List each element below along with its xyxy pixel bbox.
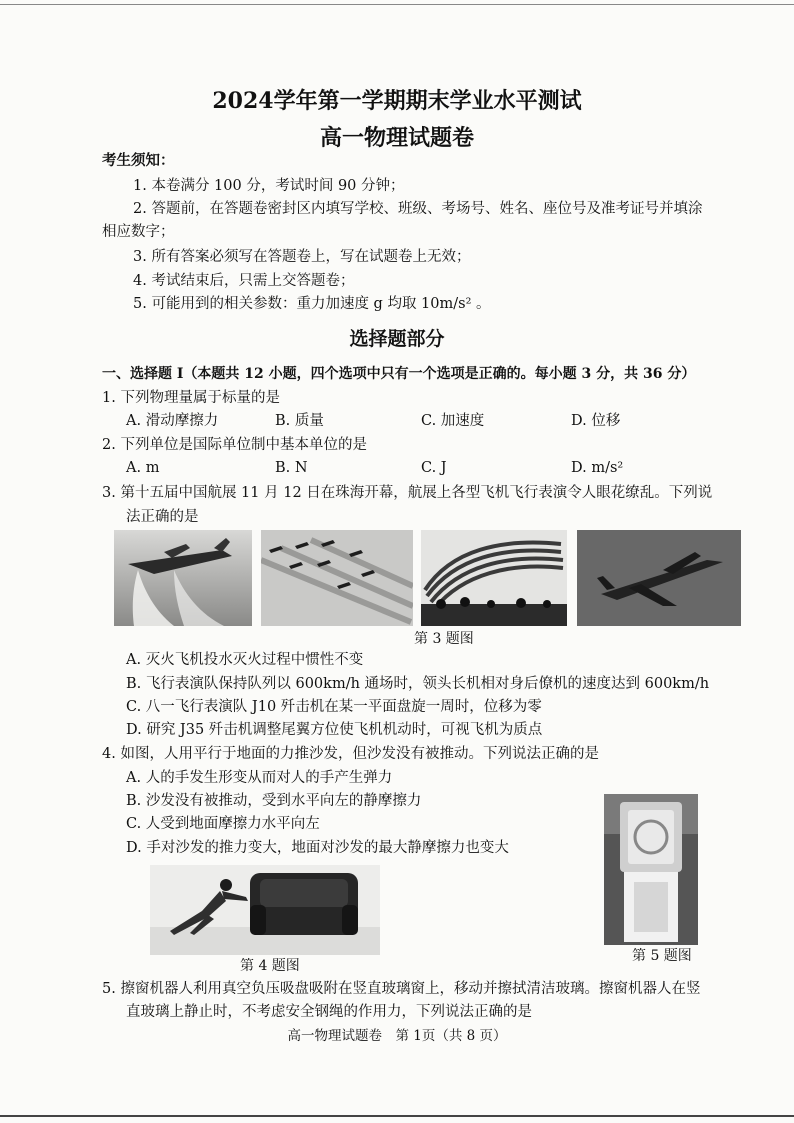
q3-stem-cont: 法正确的是 xyxy=(126,509,199,525)
q3-option-a: A. 灭火飞机投水灭火过程中惯性不变 xyxy=(126,652,364,668)
q1-option-d: D. 位移 xyxy=(571,413,621,429)
q4-figure-caption: 第 4 题图 xyxy=(240,958,300,974)
section-title: 选择题部分 xyxy=(349,328,445,350)
notice-item: 相应数字； xyxy=(102,224,175,240)
aerobatic-smoke-photo xyxy=(421,530,567,626)
stealth-fighter-photo xyxy=(577,530,741,626)
firefighting-plane-photo xyxy=(114,530,252,626)
q1-stem: 1. 下列物理量属于标量的是 xyxy=(102,390,280,406)
q2-stem: 2. 下列单位是国际单位制中基本单位的是 xyxy=(102,437,367,453)
q4-option-c: C. 人受到地面摩擦力水平向左 xyxy=(126,816,320,832)
q5-figure-caption: 第 5 题图 xyxy=(632,948,692,964)
q2-option-c: C. J xyxy=(421,460,447,476)
q3-option-d: D. 研究 J35 歼击机调整尾翼方位使飞机机动时，可视飞机为质点 xyxy=(126,722,543,738)
q3-stem: 3. 第十五届中国航展 11 月 12 日在珠海开幕，航展上各型飞机飞行表演令人眼花缭乱。下列说 xyxy=(102,485,713,501)
notice-item: 1. 本卷满分 100 分，考试时间 90 分钟； xyxy=(133,178,405,194)
q1-option-b: B. 质量 xyxy=(275,413,324,429)
q1-option-c: C. 加速度 xyxy=(421,413,485,429)
top-rule xyxy=(0,4,794,5)
q4-option-a: A. 人的手发生形变从而对人的手产生弹力 xyxy=(126,770,393,786)
bottom-rule xyxy=(0,1115,794,1117)
page-footer: 高一物理试题卷 第 1页（共 8 页） xyxy=(287,1028,507,1044)
q1-option-a: A. 滑动摩擦力 xyxy=(126,413,219,429)
q5-stem-cont: 直玻璃上静止时，不考虑安全钢绳的作用力，下列说法正确的是 xyxy=(126,1004,532,1020)
notice-item: 4. 考试结束后，只需上交答题卷； xyxy=(133,273,355,289)
notice-heading: 考生须知： xyxy=(102,152,175,169)
q3-option-b: B. 飞行表演队保持队列以 600km/h 通场时，领头长机相对身后僚机的速度达到 600km/h xyxy=(126,676,710,692)
q4-stem: 4. 如图，人用平行于地面的力推沙发，但沙发没有被推动。下列说法正确的是 xyxy=(102,746,599,762)
q3-option-c: C. 八一飞行表演队 J10 歼击机在某一平面盘旋一周时，位移为零 xyxy=(126,699,542,715)
window-robot-photo xyxy=(604,794,698,945)
notice-item: 3. 所有答案必须写在答题卷上，写在试题卷上无效； xyxy=(133,249,471,265)
q4-option-b: B. 沙发没有被推动，受到水平向左的静摩擦力 xyxy=(126,793,422,809)
q2-option-a: A. m xyxy=(126,460,160,476)
pushing-sofa-photo xyxy=(150,865,380,955)
part-heading: 一、选择题 I（本题共 12 小题，四个选项中只有一个选项是正确的。每小题 3 分，共 36 分） xyxy=(102,366,696,382)
q4-option-d: D. 手对沙发的推力变大，地面对沙发的最大静摩擦力也变大 xyxy=(126,840,509,856)
exam-title: 2024学年第一学期期末学业水平测试 xyxy=(212,88,582,114)
notice-item: 5. 可能用到的相关参数：重力加速度 g 均取 10m/s² 。 xyxy=(133,296,491,312)
exam-subtitle: 高一物理试题卷 xyxy=(319,125,474,151)
q2-option-d: D. m/s² xyxy=(571,460,624,476)
q3-figure-caption: 第 3 题图 xyxy=(414,631,474,647)
q5-stem: 5. 擦窗机器人利用真空负压吸盘吸附在竖直玻璃窗上，移动并擦拭清洁玻璃。擦窗机器人在竖 xyxy=(102,981,701,997)
notice-item: 2. 答题前，在答题卷密封区内填写学校、班级、考场号、姓名、座位号及准考证号并填涂 xyxy=(133,201,703,217)
jet-formation-photo xyxy=(261,530,413,626)
q2-option-b: B. N xyxy=(275,460,308,476)
